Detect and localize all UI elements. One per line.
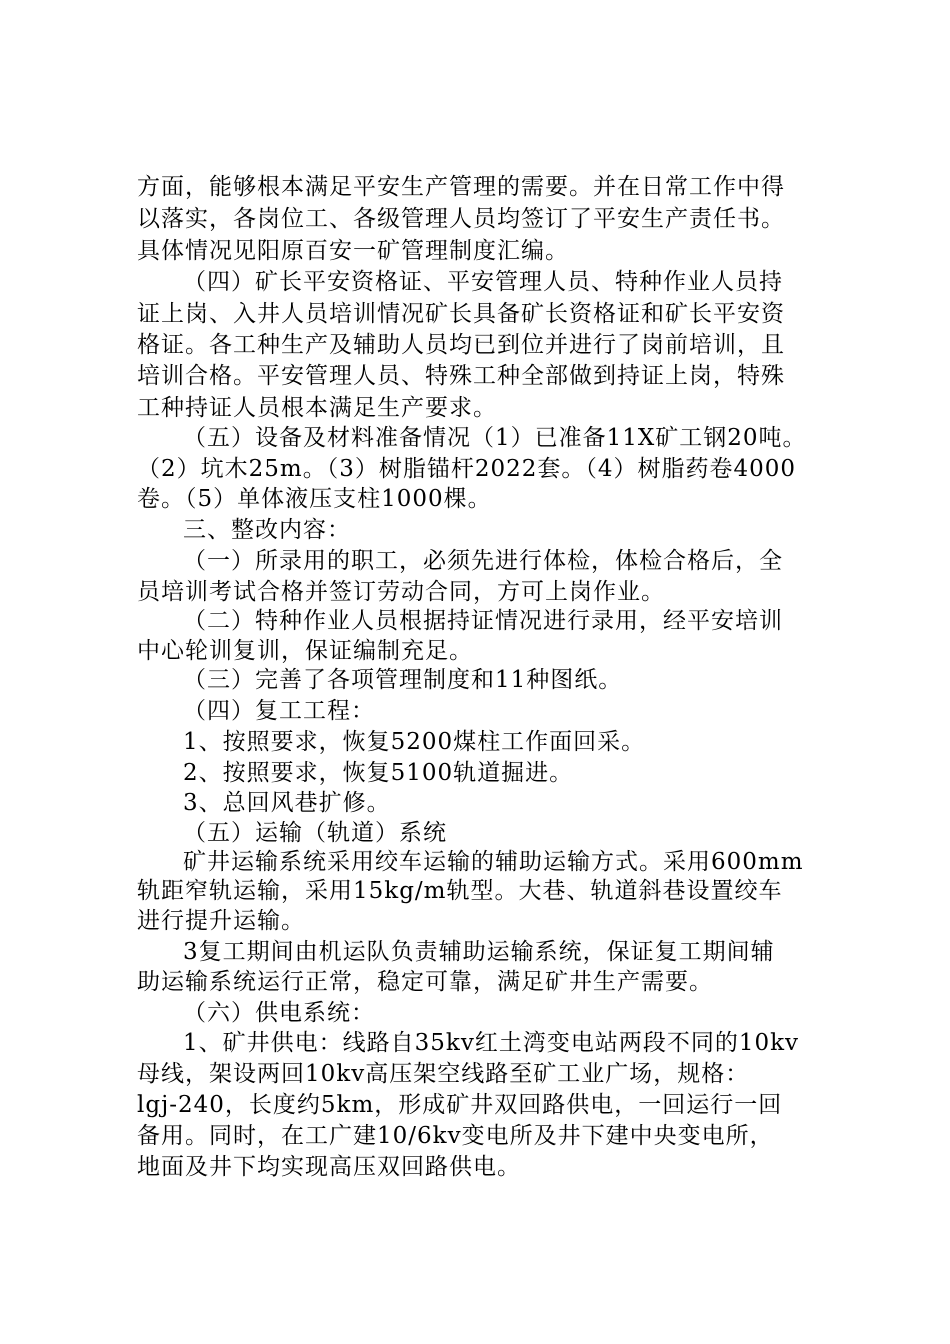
text-line: 中心轮训复训，保证编制充足。: [137, 638, 473, 664]
text-line: （四）矿长平安资格证、平安管理人员、特种作业人员持: [183, 269, 783, 295]
text-line: （2）坑木25m。（3）树脂锚杆2022套。（4）树脂药卷4000: [137, 456, 797, 482]
text-line: （五）运输（轨道）系统: [183, 820, 447, 846]
text-line: （四）复工工程：: [183, 698, 375, 724]
text-line: 母线，架设两回10kv高压架空线路至矿工业广场，规格：: [137, 1061, 750, 1087]
text-line: 进行提升运输。: [137, 908, 305, 934]
text-line: 2、按照要求，恢复5100轨道掘进。: [183, 760, 574, 786]
text-line: 培训合格。平安管理人员、特殊工种全部做到持证上岗，特殊: [137, 363, 785, 389]
section-heading: 三、整改内容：: [183, 517, 351, 543]
text-line: 工种持证人员根本满足生产要求。: [137, 395, 497, 421]
text-line: （一）所录用的职工，必须先进行体检，体检合格后，全: [183, 548, 783, 574]
text-line: 卷。（5）单体液压支柱1000棵。: [137, 486, 492, 512]
text-line: 具体情况见阳原百安一矿管理制度汇编。: [137, 238, 569, 264]
text-line: 1、按照要求，恢复5200煤柱工作面回采。: [183, 729, 646, 755]
text-line: 助运输系统运行正常，稳定可靠，满足矿井生产需要。: [137, 969, 713, 995]
text-line: 地面及井下均实现高压双回路供电。: [137, 1154, 521, 1180]
text-line: 1、矿井供电：线路自35kv红土湾变电站两段不同的10kv: [183, 1030, 800, 1056]
text-line: 3、总回风巷扩修。: [183, 790, 391, 816]
text-line: （二）特种作业人员根据持证情况进行录用，经平安培训: [183, 608, 783, 634]
text-line: 3复工期间由机运队负责辅助运输系统，保证复工期间辅: [183, 939, 775, 965]
text-line: 格证。各工种生产及辅助人员均已到位并进行了岗前培训，且: [137, 332, 785, 358]
text-line: （五）设备及材料准备情况（1）已准备11X矿工钢20吨。: [183, 425, 807, 451]
text-line: （三）完善了各项管理制度和11种图纸。: [183, 667, 623, 693]
text-line: 矿井运输系统采用绞车运输的辅助运输方式。采用600mm: [183, 849, 804, 875]
text-line: 方面，能够根本满足平安生产管理的需要。并在日常工作中得: [137, 174, 785, 200]
text-line: 以落实，各岗位工、各级管理人员均签订了平安生产责任书。: [137, 206, 785, 232]
text-line: lgj-240，长度约5km，形成矿井双回路供电，一回运行一回: [137, 1092, 783, 1118]
text-line: 员培训考试合格并签订劳动合同，方可上岗作业。: [137, 579, 665, 605]
text-line: 证上岗、入井人员培训情况矿长具备矿长资格证和矿长平安资: [137, 301, 785, 327]
text-line: 轨距窄轨运输，采用15kg/m轨型。大巷、轨道斜巷设置绞车: [137, 878, 783, 904]
text-line: （六）供电系统：: [183, 1000, 375, 1026]
text-line: 备用。同时，在工广建10/6kv变电所及井下建中央变电所，: [137, 1123, 774, 1149]
